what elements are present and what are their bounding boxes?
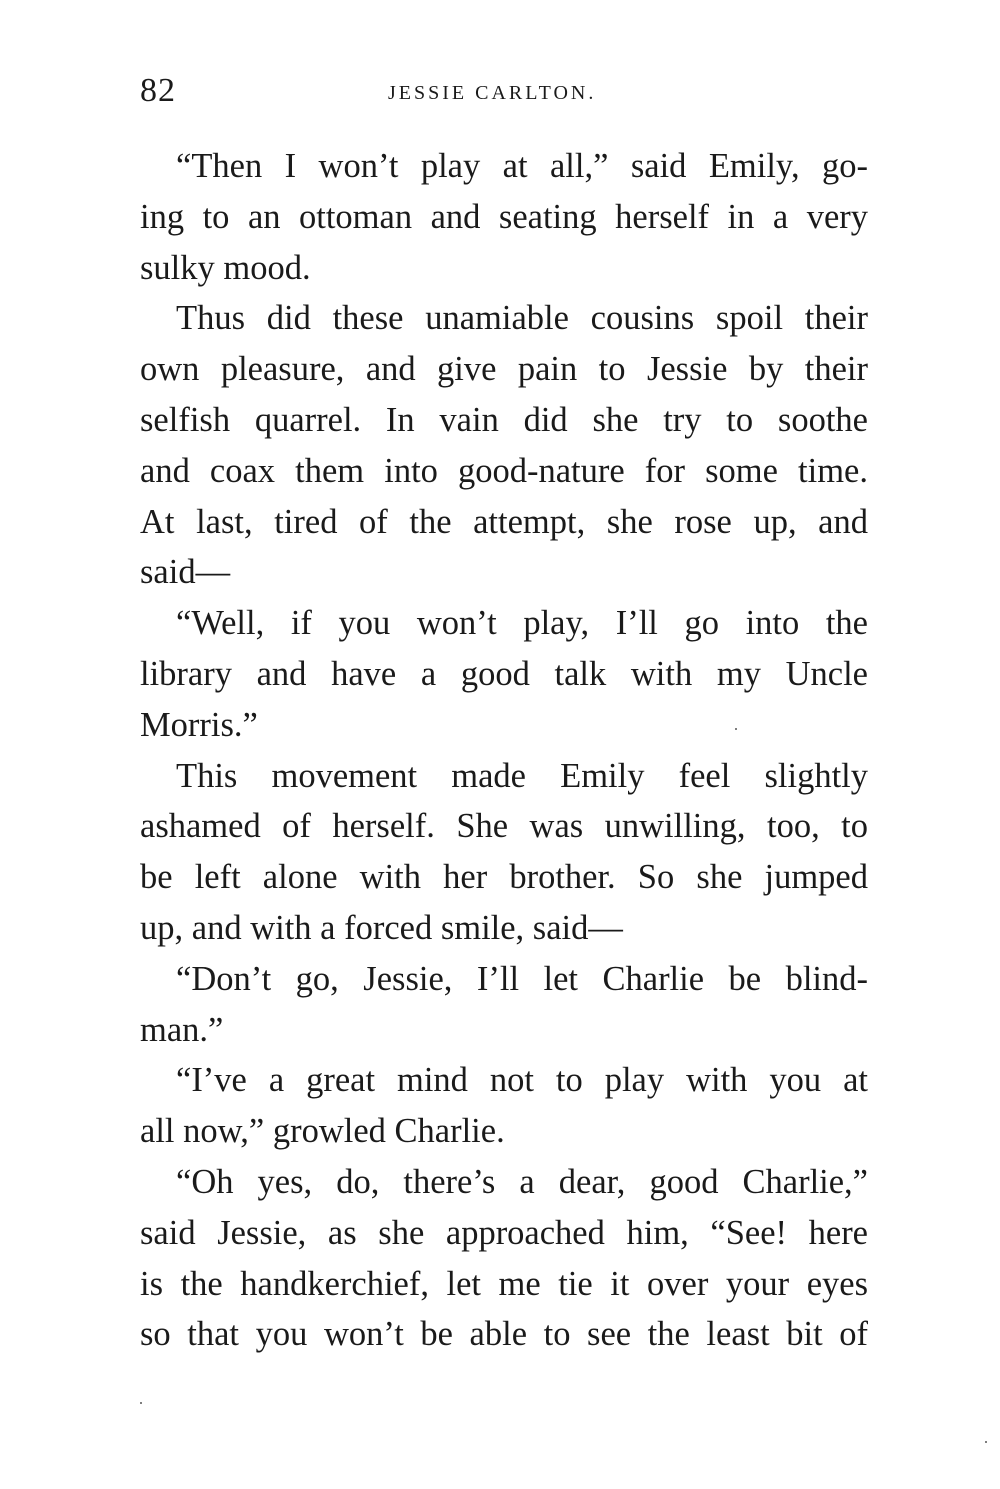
- paragraph: [140, 751, 868, 954]
- text-line: so that you won’t be able to see the least bit of: [140, 1315, 868, 1354]
- text-line: man.”: [140, 1010, 224, 1049]
- paragraph: [140, 598, 868, 750]
- text-line: said—: [140, 553, 231, 592]
- scan-speck: [735, 728, 737, 730]
- paragraph: [140, 293, 868, 598]
- scan-speck: [985, 1441, 987, 1443]
- page-header: [140, 72, 870, 122]
- text-line: is the handkerchief, let me tie it over your eyes: [140, 1264, 868, 1303]
- text-line: Morris.”: [140, 705, 258, 744]
- text-line: This movement made Emily feel slightly: [176, 756, 868, 795]
- text-line: “I’ve a great mind not to play with you at: [176, 1061, 868, 1100]
- text-line: selfish quarrel. In vain did she try to soothe: [140, 400, 868, 439]
- text-line: all now,” growled Charlie.: [140, 1112, 505, 1151]
- body-text: [140, 141, 868, 1360]
- paragraph: [140, 954, 868, 1056]
- text-line: sulky mood.: [140, 248, 311, 287]
- text-line: Thus did these unamiable cousins spoil their: [176, 299, 868, 338]
- paragraph: [140, 141, 868, 293]
- text-line: own pleasure, and give pain to Jessie by their: [140, 350, 868, 389]
- paragraph: [140, 1055, 868, 1157]
- text-line: ing to an ottoman and seating herself in a very: [140, 197, 868, 236]
- text-line: be left alone with her brother. So she jumped: [140, 858, 868, 897]
- text-line: “Don’t go, Jessie, I’ll let Charlie be blind-: [176, 959, 868, 998]
- text-line: “Oh yes, do, there’s a dear, good Charlie,”: [176, 1162, 868, 1201]
- text-line: ashamed of herself. She was unwilling, too, to: [140, 807, 868, 846]
- text-line: library and have a good talk with my Uncle: [140, 654, 868, 693]
- text-line: “Well, if you won’t play, I’ll go into the: [176, 604, 868, 643]
- text-line: said Jessie, as she approached him, “See! here: [140, 1213, 868, 1252]
- paragraph: [140, 1157, 868, 1360]
- text-line: At last, tired of the attempt, she rose up, and: [140, 502, 868, 541]
- scan-speck: [140, 1402, 142, 1404]
- text-line: up, and with a forced smile, said—: [140, 908, 623, 947]
- text-line: and coax them into good-nature for some time.: [140, 451, 868, 490]
- page-number: 82: [140, 72, 176, 109]
- text-line: “Then I won’t play at all,” said Emily, go-: [176, 147, 868, 185]
- running-head: JESSIE CARLTON.: [388, 82, 597, 104]
